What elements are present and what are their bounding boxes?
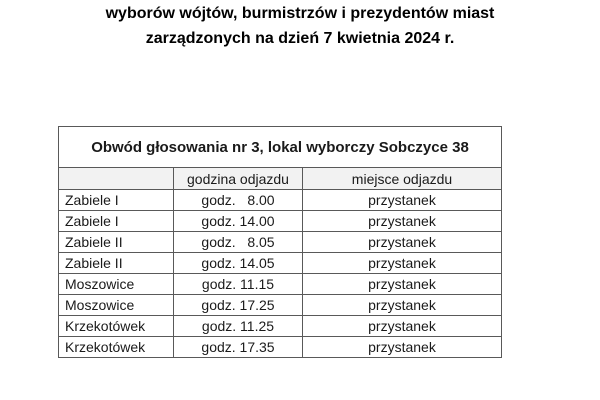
stop-cell: przystanek [303, 232, 502, 253]
place-cell: Moszowice [59, 274, 174, 295]
table-row [59, 274, 502, 295]
time-cell: godz. 14.05 [174, 253, 303, 274]
place-cell: Zabiele I [59, 190, 174, 211]
place-cell: Krzekotówek [59, 316, 174, 337]
stop-cell: przystanek [303, 190, 502, 211]
stop-cell: przystanek [303, 253, 502, 274]
table-caption-row [59, 127, 502, 168]
table-row [59, 337, 502, 358]
time-cell: godz. 11.25 [174, 316, 303, 337]
stop-cell: przystanek [303, 295, 502, 316]
stop-cell: przystanek [303, 337, 502, 358]
place-cell: Moszowice [59, 295, 174, 316]
document-title [0, 0, 600, 51]
header-cell-place [59, 168, 174, 190]
table-caption: Obwód głosowania nr 3, lokal wyborczy Sobczyce 38 [59, 127, 502, 168]
time-cell: godz. 8.00 [174, 190, 303, 211]
stop-cell: przystanek [303, 211, 502, 232]
header-cell-departure-place: miejsce odjazdu [303, 168, 502, 190]
table-row [59, 295, 502, 316]
time-cell: godz. 11.15 [174, 274, 303, 295]
table-row [59, 253, 502, 274]
departure-timetable [58, 126, 502, 358]
place-cell: Zabiele II [59, 232, 174, 253]
place-cell: Zabiele I [59, 211, 174, 232]
time-cell: godz. 17.25 [174, 295, 303, 316]
table-row [59, 190, 502, 211]
place-cell: Krzekotówek [59, 337, 174, 358]
document-title-line-2: zarządzonych na dzień 7 kwietnia 2024 r. [145, 30, 455, 47]
table-header-row [59, 168, 502, 190]
time-cell: godz. 14.00 [174, 211, 303, 232]
time-cell: godz. 17.35 [174, 337, 303, 358]
header-cell-departure-time: godzina odjazdu [174, 168, 303, 190]
table-row [59, 232, 502, 253]
stop-cell: przystanek [303, 316, 502, 337]
place-cell: Zabiele II [59, 253, 174, 274]
time-cell: godz. 8.05 [174, 232, 303, 253]
table-row [59, 211, 502, 232]
stop-cell: przystanek [303, 274, 502, 295]
document-title-line-1: wyborów wójtów, burmistrzów i prezydentów miast [105, 5, 495, 22]
table-row [59, 316, 502, 337]
